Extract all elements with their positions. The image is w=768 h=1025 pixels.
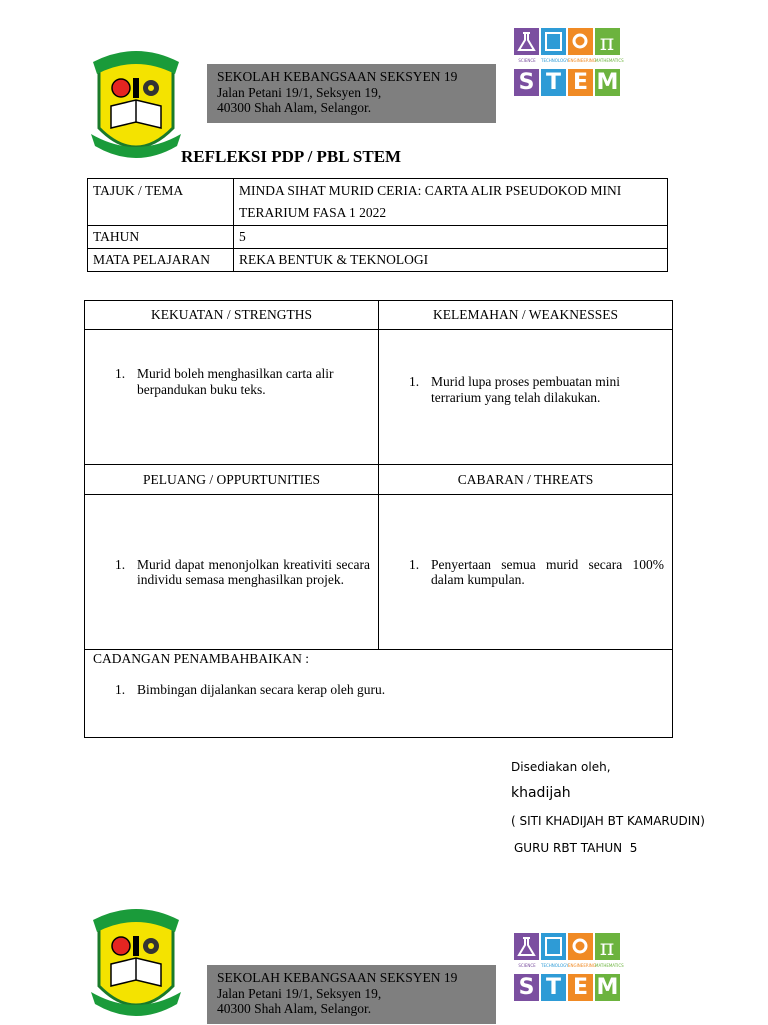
threats-header: CABARAN / THREATS — [379, 465, 673, 495]
threats-cell — [379, 495, 673, 650]
weakness-number: 1. — [409, 374, 420, 389]
opportunity-text: Murid dapat menonjolkan kreativiti secara individu semasa menghasilkan projek. — [137, 556, 370, 587]
threat-item — [409, 557, 664, 588]
school-address-box — [207, 64, 496, 123]
opportunities-header: PELUANG / OPPURTUNITIES — [85, 465, 379, 495]
school-name-bottom: SEKOLAH KEBANGSAAN SEKSYEN 19 — [217, 970, 458, 985]
report-title: REFLEKSI PDP / PBL STEM — [181, 147, 402, 166]
signature-handwriting: khadijah — [511, 785, 571, 801]
stem-caption-technology-bottom: TECHNOLOGY — [541, 963, 569, 968]
stem-letter-e-bottom: E — [572, 975, 589, 1000]
stem-logo-top-text — [514, 28, 622, 98]
school-address-box-bottom — [207, 965, 496, 1024]
info-label-subject: MATA PELAJARAN — [88, 249, 234, 272]
school-address-line2-bottom: 40300 Shah Alam, Selangor. — [217, 1001, 372, 1016]
weaknesses-cell — [379, 330, 673, 465]
suggestion-cell — [85, 650, 673, 738]
info-row-topic — [88, 179, 668, 226]
stem-letter-e: E — [572, 70, 589, 95]
strength-text: Murid boleh menghasilkan carta alir berpandukan buku teks. — [137, 366, 334, 397]
threat-text: Penyertaan semua murid secara 100% dalam kumpulan. — [431, 556, 664, 587]
info-label-year: TAHUN — [88, 226, 234, 249]
school-address-line2: 40300 Shah Alam, Selangor. — [217, 100, 372, 115]
stem-letter-t-bottom: T — [545, 975, 561, 1000]
school-address-line1: Jalan Petani 19/1, Seksyen 19, — [217, 84, 382, 100]
suggestion-text: Bimbingan dijalankan secara kerap oleh guru. — [137, 681, 386, 697]
stem-caption-engineering: ENGINEERING — [568, 58, 596, 63]
prepared-by-label: Disediakan oleh, — [511, 760, 611, 774]
strength-number: 1. — [115, 366, 126, 381]
school-crest-top — [89, 48, 183, 162]
weakness-text: Murid lupa proses pembuatan mini terrarium yang telah dilakukan. — [431, 374, 620, 405]
svg-text:π: π — [599, 936, 615, 961]
stem-letter-t: T — [545, 70, 561, 95]
suggestion-label: CADANGAN PENAMBAHBAIKAN : — [93, 651, 310, 666]
info-table — [87, 178, 668, 272]
signatory-name: ( SITI KHADIJAH BT KAMARUDIN) — [511, 814, 705, 828]
school-address-line1-bottom: Jalan Petani 19/1, Seksyen 19, — [217, 985, 382, 1001]
weaknesses-header: KELEMAHAN / WEAKNESSES — [379, 301, 673, 330]
stem-letter-m-bottom: M — [596, 975, 619, 1000]
info-label-topic: TAJUK / TEMA — [88, 179, 234, 226]
info-value-subject: REKA BENTUK & TEKNOLOGI — [234, 249, 668, 272]
stem-caption-science: SCIENCE — [518, 58, 536, 63]
stem-caption-technology: TECHNOLOGY — [541, 58, 569, 63]
signatory-role: GURU RBT TAHUN 5 — [514, 841, 638, 855]
threat-number: 1. — [409, 556, 420, 572]
opportunity-number: 1. — [115, 556, 126, 572]
info-row-year — [88, 226, 668, 249]
swot-table — [84, 300, 673, 738]
opportunities-cell — [85, 495, 379, 650]
strengths-header: KEKUATAN / STRENGTHS — [85, 301, 379, 330]
info-value-topic: MINDA SIHAT MURID CERIA: CARTA ALIR PSEUDOKOD MINI TERARIUM FASA 1 2022 — [234, 179, 668, 226]
opportunity-item — [115, 557, 370, 588]
info-value-year: 5 — [234, 226, 668, 249]
stem-letter-s-bottom: S — [518, 975, 535, 1000]
stem-caption-mathematics: MATHEMATICS — [595, 58, 624, 63]
school-name: SEKOLAH KEBANGSAAN SEKSYEN 19 — [217, 69, 458, 84]
strengths-cell — [85, 330, 379, 465]
stem-caption-mathematics-bottom: MATHEMATICS — [595, 963, 624, 968]
stem-caption-engineering-bottom: ENGINEERING — [568, 963, 596, 968]
stem-letter-s: S — [518, 70, 535, 95]
strength-item — [115, 366, 370, 397]
suggestion-item — [93, 682, 664, 698]
stem-caption-science-bottom: SCIENCE — [518, 963, 536, 968]
stem-letter-m: M — [596, 70, 619, 95]
suggestion-number: 1. — [115, 681, 126, 697]
weakness-item — [409, 374, 664, 405]
info-row-subject — [88, 249, 668, 272]
svg-text:π: π — [599, 31, 615, 56]
stem-logo-bottom-text — [514, 933, 622, 1003]
school-crest-bottom — [89, 906, 183, 1020]
